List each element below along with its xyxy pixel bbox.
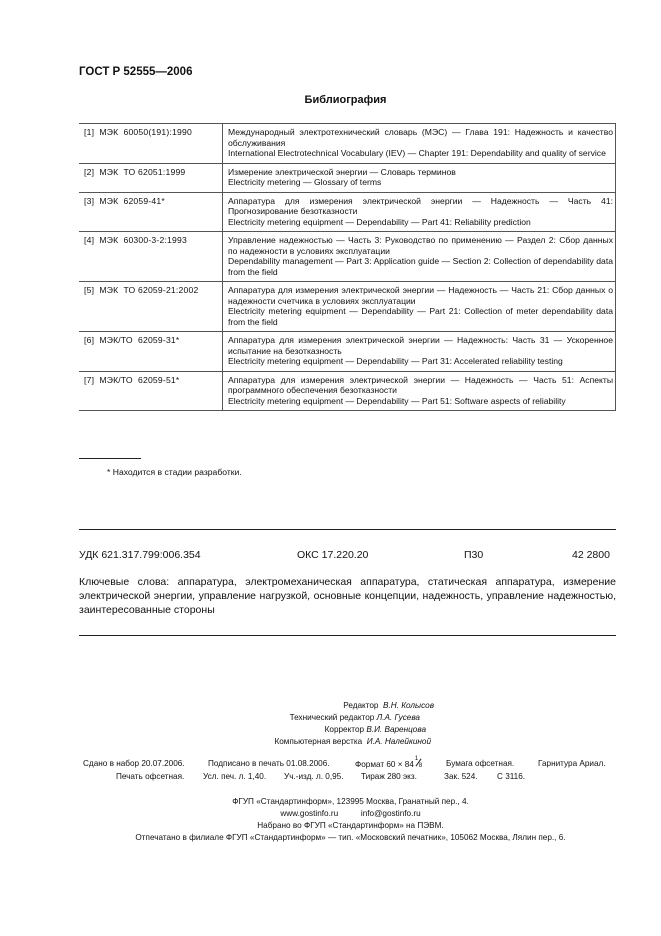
entry-reference [79,332,223,372]
divider-bottom [79,635,616,636]
entry-number: [4] [84,235,95,245]
entry-code: МЭК ТО 62051:1999 [99,166,186,177]
entry-title-en: International Electrotechnical Vocabulary (IEV) — Chapter 191: Dependability and quality of service [228,148,606,158]
bibliography-entry [79,192,616,232]
publisher-web[interactable]: www.gostinfo.ru [280,809,339,818]
entry-number: [6] [84,335,95,345]
publisher-address: ФГУП «Стандартинформ», 123995 Москва, Гранатный пер., 4. [232,797,469,806]
entry-title-ru: Аппаратура для измерения электрической энергии — Надежность: Часть 31 — Ускоренное испытание на безотказность [228,335,613,356]
entry-reference [79,163,223,192]
entry-code: МЭК 60300-3-2:1993 [99,235,187,245]
entry-reference [79,282,223,332]
entry-reference [79,192,223,232]
entry-title-en: Electricity metering equipment — Dependability — Part 21: Collection of meter dependability data from the field [228,306,613,327]
entry-reference [79,124,223,164]
udk-code: УДК 621.317.799:006.354 [79,549,201,561]
entry-title-en: Electricity metering equipment — Dependability — Part 41: Reliability prediction [228,216,531,227]
entry-number: [1] [84,127,95,137]
entry-code: МЭК 62059-41* [99,195,165,206]
credit-editor: Редактор В.Н. Колысов [343,701,434,710]
print-font: Гарнитура Ариал. [538,759,606,768]
bibliography-entry [79,232,616,282]
bibliography-entry [79,124,616,164]
entry-title-en: Electricity metering equipment — Dependability — Part 31: Accelerated reliability testing [228,356,563,366]
bibliography-table [79,123,616,411]
print-c: С 3116. [497,772,526,781]
entry-title-en: Dependability management — Part 3: Application guide — Section 2: Collection of dependability data from the field [228,256,613,277]
bibliography-entry [79,332,616,372]
standard-designation: ГОСТ Р 52555—2006 [79,66,193,78]
entry-title-ru: Управление надежностью — Часть 3: Руководство по применению — Раздел 2: Сбор данных по надежности в условиях эксплуатации [228,235,613,256]
publisher-typeset: Набрано во ФГУП «Стандартинформ» на ПЭВМ. [257,821,444,830]
entry-title [223,371,616,411]
entry-reference [79,232,223,282]
footnote: * Находится в стадии разработки. [107,467,242,477]
entry-number: [2] [84,166,95,177]
entry-title [223,232,616,282]
credit-tech-editor: Технический редактор Л.А. Гусева [289,713,420,722]
entry-code: МЭК 60050(191):1990 [99,127,192,137]
entry-title [223,124,616,164]
p-code: П30 [464,549,484,561]
publisher-contacts [0,809,661,818]
credit-layout: Компьютерная верстка И.А. Налейкиной [274,737,431,746]
entry-number: [3] [84,195,95,206]
print-zak: Зак. 524. [444,772,478,781]
entry-number: [5] [84,285,95,295]
entry-title-ru: Аппаратура для измерения электрической энергии — Надежность — Часть 41: Прогнозирование безотказности [228,195,613,216]
print-uch: Уч.-изд. л. 0,95. [284,772,344,781]
entry-title-ru: Международный электротехнический словарь (МЭС) — Глава 191: Надежность и качество обслуживания [228,127,613,148]
bibliography-entry [79,282,616,332]
entry-title [223,163,616,192]
entry-number: [7] [84,374,95,385]
print-paper: Бумага офсетная. [446,759,515,768]
entry-title [223,282,616,332]
entry-code: МЭК/ТО 62059-31* [99,335,180,345]
entry-title-en: Electricity metering equipment — Dependability — Part 51: Software aspects of reliability [228,395,566,406]
oks-code: ОКС 17.220.20 [297,549,369,561]
publisher-email[interactable]: info@gostinfo.ru [360,809,421,818]
print-sent: Сдано в набор 20.07.2006. [83,759,185,768]
print-format: Формат 60 × 84 1 8 [355,756,423,769]
entry-code: МЭК ТО 62059-21:2002 [99,285,199,295]
entry-title [223,192,616,232]
footnote-divider [79,458,141,459]
entry-title [223,332,616,372]
entry-title-en: Electricity metering — Glossary of terms [228,177,382,187]
print-signed: Подписано в печать 01.08.2006. [208,759,330,768]
bibliography-entry [79,163,616,192]
print-method: Печать офсетная. [116,772,185,781]
print-usl: Усл. печ. л. 1,40. [203,772,267,781]
print-tirazh: Тираж 280 экз. [361,772,417,781]
entry-reference [79,371,223,411]
credit-proofreader: Корректор В.И. Варенцова [324,725,426,734]
entry-code: МЭК/ТО 62059-51* [99,374,180,385]
bibliography-entry [79,371,616,411]
entry-title-ru: Измерение электрической энергии — Словарь терминов [228,166,456,177]
divider-top [79,529,616,530]
publisher-printed: Отпечатано в филиале ФГУП «Стандартинформ» — тип. «Московский печатник», 105062 Москва, Лялин пер., 6. [135,833,566,842]
keywords: Ключевые слова: аппаратура, электромеханическая аппаратура, статическая аппаратура, измерение электрической энергии, управление нагрузкой, основные концепции, надежность, управление надежностью, заинтересованные стороны [79,576,616,616]
entry-title-ru: Аппаратура для измерения электрической энергии — Надежность — Часть 51: Аспекты программного обеспечения безотказности [228,374,613,395]
bibliography-title: Библиография [304,94,387,106]
entry-title-ru: Аппаратура для измерения электрической энергии — Надежность — Часть 21: Сбор данных о надежности счетчика в условиях эксплуатации [228,285,613,306]
okp-code: 42 2800 [572,549,610,561]
